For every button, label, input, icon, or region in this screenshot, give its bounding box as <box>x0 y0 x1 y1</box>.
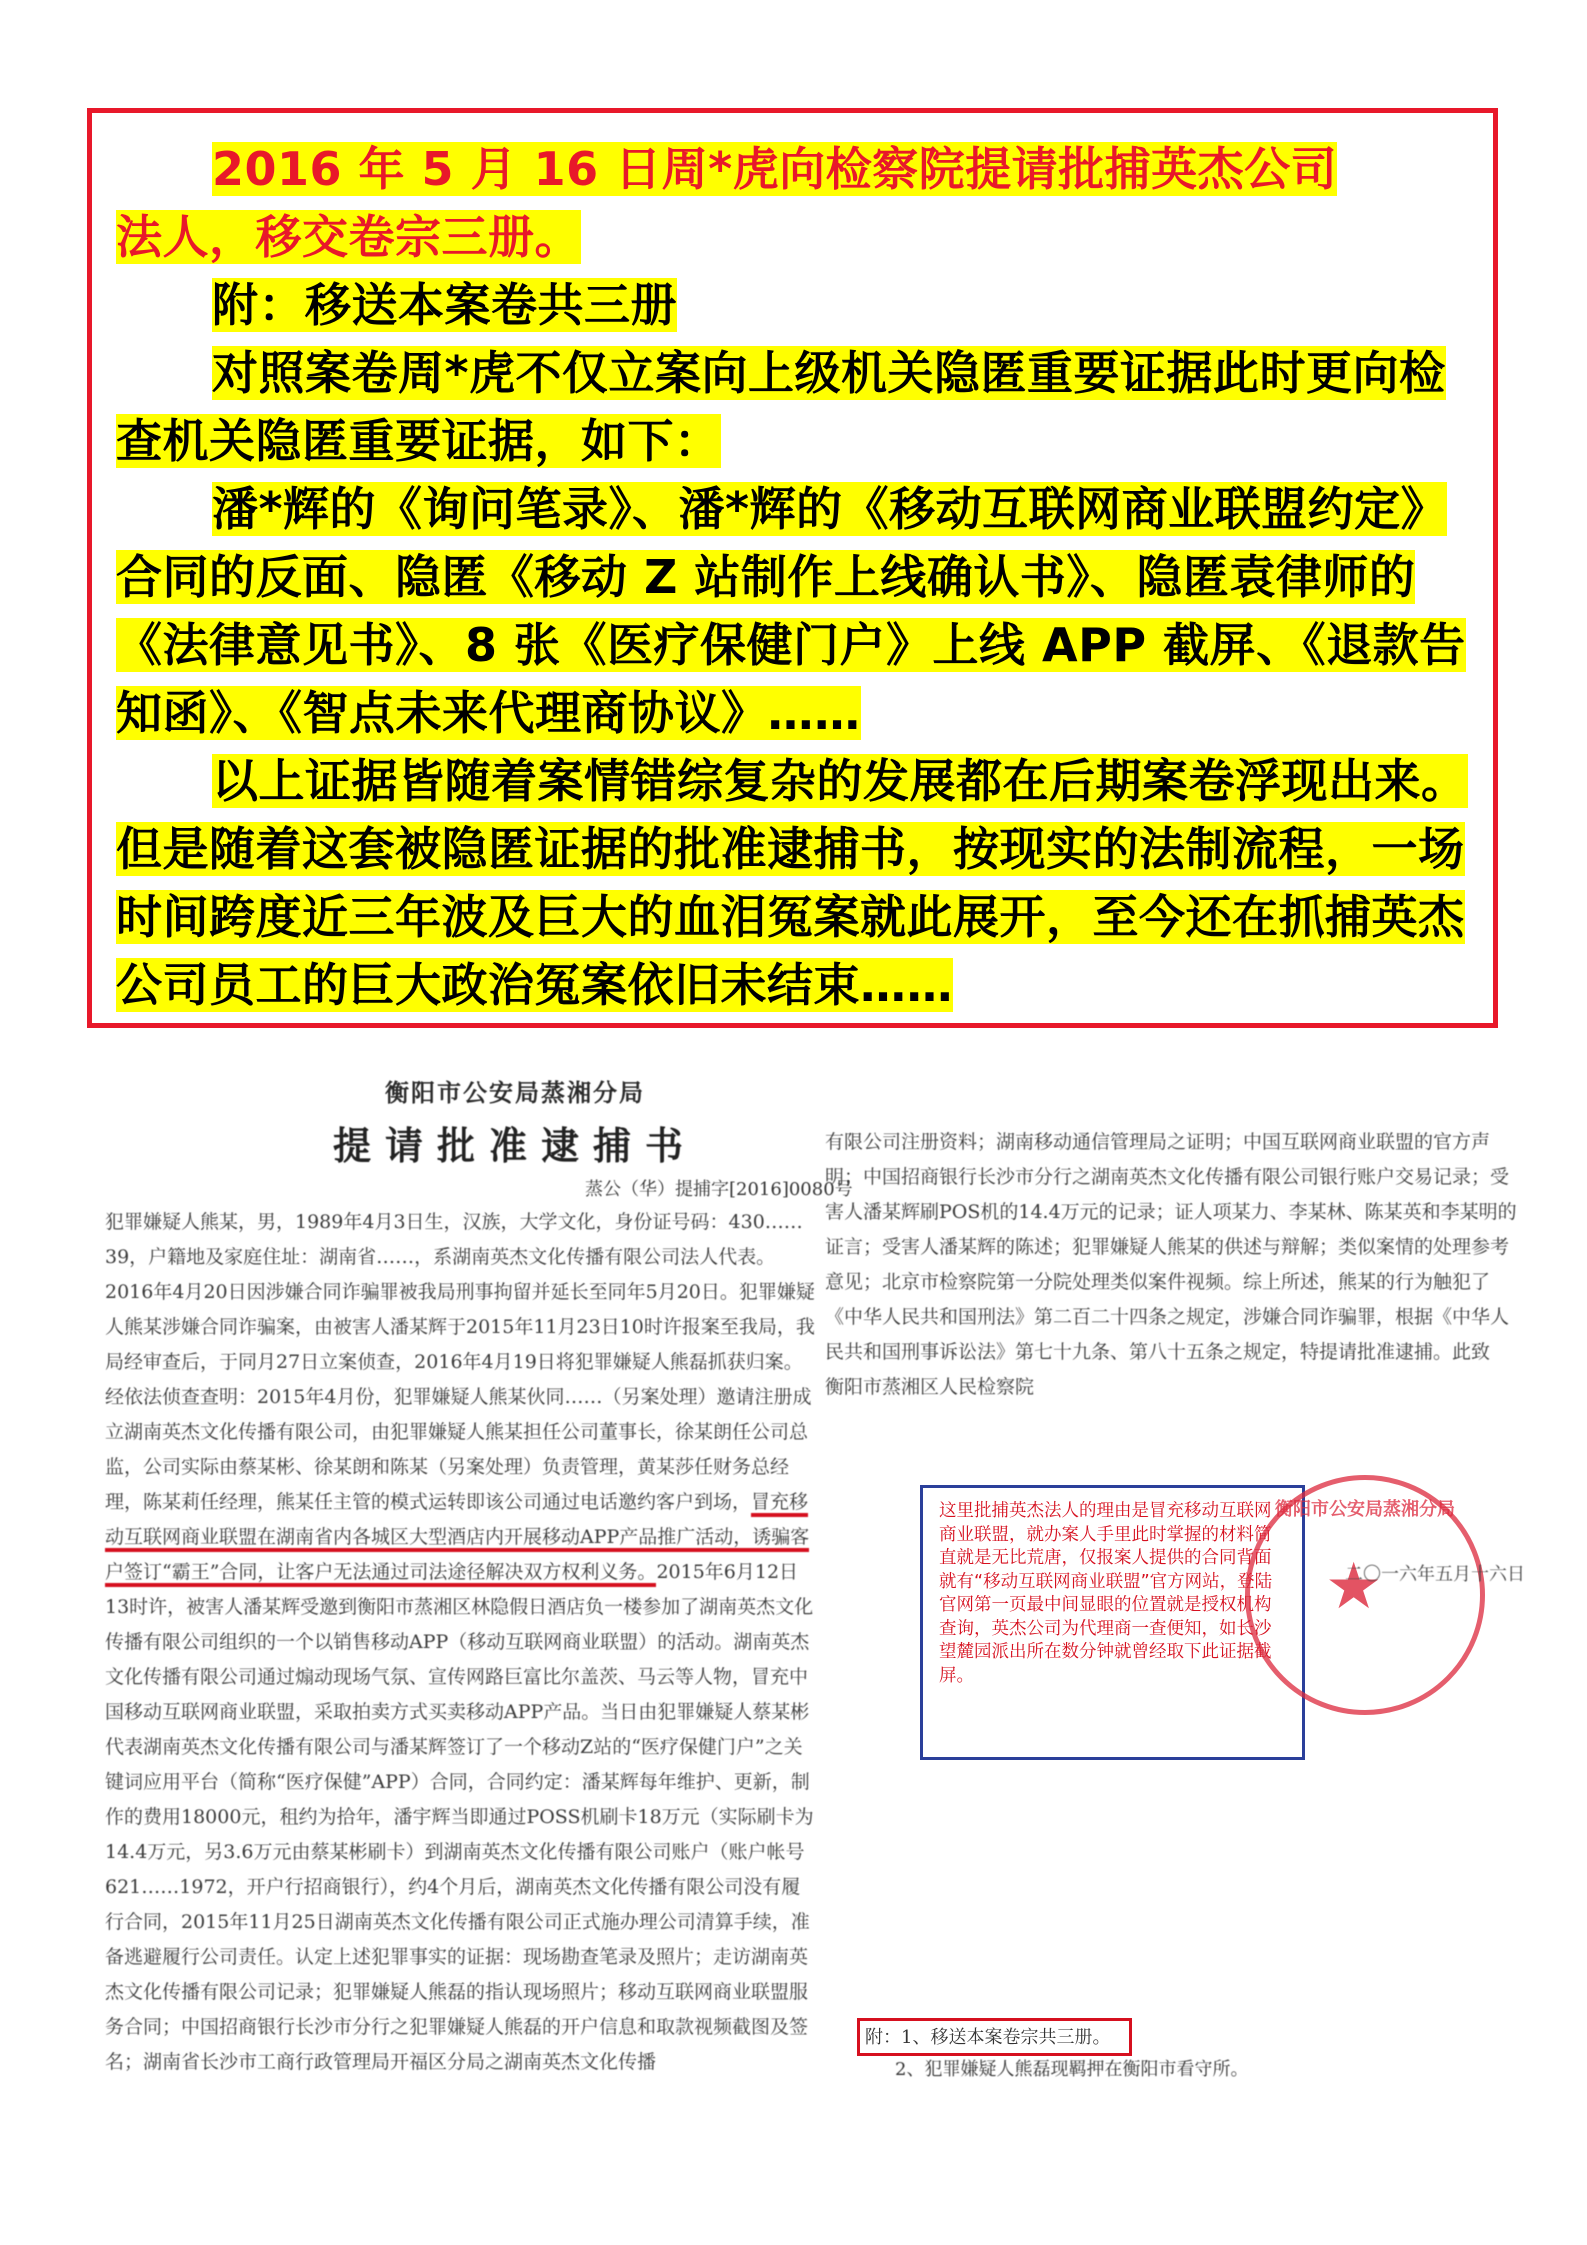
seal-star-icon: ★ <box>1325 1550 1383 1624</box>
document-left-column <box>105 1205 815 2080</box>
document-title: 提请批准逮捕书 <box>332 1123 697 1168</box>
annotation-paragraph-2: 对照案卷周*虎不仅立案向上级机关隐匿重要证据此时更向检查机关隐匿重要证据，如下： <box>116 346 1446 468</box>
attachment-line-1: 附：1、移送本案卷宗共三册。 <box>865 2027 1111 2048</box>
right-recipient: 衡阳市蒸湘区人民检察院 <box>825 1376 1035 1398</box>
left-text-1: 犯罪嫌疑人熊某，男，1989年4月3日生，汉族，大学文化，身份证号码：430……39，户籍地及家庭住址：湖南省……，系湖南英杰文化传播有限公司法人代表。2016年4月20日因涉嫌合同诈骗罪被我局刑事拘留并延长至同年5月20日。犯罪嫌疑人熊某涉嫌合同诈骗案，由被害人潘某辉于2015年11月23日10时许报案至我局，我局经审查后，于同月27日立案侦查，2016年4月19日将犯罪嫌疑人熊磊抓获归案。经依法侦查查明：2015年4月份，犯罪嫌疑人熊某伙同……（另案处理）邀请注册成立湖南英杰文化传播有限公司，由犯罪嫌疑人熊某担任公司董事长，徐某朗任公司总监，公司实际由蔡某彬、徐某朗和陈某（另案处理）负责管理，黄某莎任财务总经理，陈某莉任经理，熊某任主管的模式运转即该公司通过电话邀约客户到场， <box>105 1211 815 1513</box>
seal-date: 二〇一六年五月十六日 <box>1345 1564 1525 1585</box>
document-number: 蒸公（华）提捕字[2016]0080号 <box>585 1179 853 1200</box>
annotation-line-2: 法人，移交卷宗三册。 <box>116 210 581 264</box>
document-right-column <box>825 1125 1525 1405</box>
document-org: 衡阳市公安局蒸湘分局 <box>385 1078 645 1107</box>
underlined-charge: 冒充移动互联网商业联盟在湖南省内各城区大型酒店内开展移动APP产品推广活动，诱骗客户签订“霸王”合同，让客户无法通过司法途径解决双方权利义务。 <box>105 1491 809 1587</box>
annotation-paragraph-4: 以上证据皆随着案情错综复杂的发展都在后期案卷浮现出来。但是随着这套被隐匿证据的批准逮捕书，按现实的法制流程，一场时间跨度近三年波及巨大的血泪冤案就此展开，至今还在抓捕英杰公司员工的巨大政治冤案依旧未结束…… <box>116 754 1468 1012</box>
annotation-line-3: 附：移送本案卷共三册 <box>212 278 677 332</box>
right-text: 有限公司注册资料；湖南移动通信管理局之证明；中国互联网商业联盟的官方声明；中国招商银行长沙市分行之湖南英杰文化传播有限公司银行账户交易记录；受害人潘某辉刷POS机的14.4万元的记录；证人项某力、李某林、陈某英和李某明的证言；受害人潘某辉的陈述；犯罪嫌疑人熊某的供述与辩解；类似案情的处理参考意见；北京市检察院第一分院处理类似案件视频。综上所述，熊某的行为触犯了《中华人民共和国刑法》第二百二十四条之规定，涉嫌合同诈骗罪，根据《中华人民共和国刑事诉讼法》第七十九条、第八十五条之规定，特提请批准逮捕。此致 <box>825 1131 1517 1363</box>
annotation-box <box>87 108 1498 1028</box>
annotation-line-1: 2016 年 5 月 16 日周*虎向检察院提请批捕英杰公司 <box>212 142 1338 196</box>
scanned-document <box>95 1055 1525 2225</box>
annotation-paragraph-3: 潘*辉的《询问笔录》、潘*辉的《移动互联网商业联盟约定》合同的反面、隐匿《移动 Z 站制作上线确认书》、隐匿袁律师的《法律意见书》、8 张《医疗保健门户》上线 APP 截屏、《退款告知函》、《智点未来代理商协议》…… <box>116 482 1466 740</box>
red-annotation-box: 这里批捕英杰法人的理由是冒充移动互联网商业联盟，就办案人手里此时掌握的材料简直就是无比荒唐，仅报案人提供的合同背面就有“移动互联网商业联盟”官方网站，登陆官网第一页最中间显眼的位置就是授权机构查询，英杰公司为代理商一查便知，如长沙望麓园派出所在数分钟就曾经取下此证据截屏。 <box>920 1485 1305 1760</box>
seal-text: 衡阳市公安局蒸湘分局 <box>1275 1499 1455 1520</box>
left-text-2: 2015年6月12日13时许，被害人潘某辉受邀到衡阳市蒸湘区林隐假日酒店负一楼参加了湖南英杰文化传播有限公司组织的一个以销售移动APP（移动互联网商业联盟）的活动。湖南英杰文化传播有限公司通过煽动现场气氛、宣传网路巨富比尔盖茨、马云等人物，冒充中国移动互联网商业联盟，采取拍卖方式买卖移动APP产品。当日由犯罪嫌疑人蔡某彬代表湖南英杰文化传播有限公司与潘某辉签订了一个移动Z站的“医疗保健门户”之关键词应用平台（简称“医疗保健”APP）合同，合同约定：潘某辉每年维护、更新，制作的费用18000元，租约为拾年，潘宇辉当即通过POSS机刷卡18万元（实际刷卡为14.4万元，另3.6万元由蔡某彬刷卡）到湖南英杰文化传播有限公司账户（账户帐号621……1972，开户行招商银行），约4个月后，湖南英杰文化传播有限公司没有履行合同，2015年11月25日湖南英杰文化传播有限公司正式施办理公司清算手续，准备逃避履行公司责任。认定上述犯罪事实的证据：现场勘查笔录及照片；走访湖南英杰文化传播有限公司记录；犯罪嫌疑人熊磊的指认现场照片；移动互联网商业联盟服务合同；中国招商银行长沙市分行之犯罪嫌疑人熊磊的开户信息和取款视频截图及签名；湖南省长沙市工商行政管理局开福区分局之湖南英杰文化传播 <box>105 1561 814 2073</box>
attachment-line-2: 2、犯罪嫌疑人熊磊现羁押在衡阳市看守所。 <box>895 2059 1249 2080</box>
